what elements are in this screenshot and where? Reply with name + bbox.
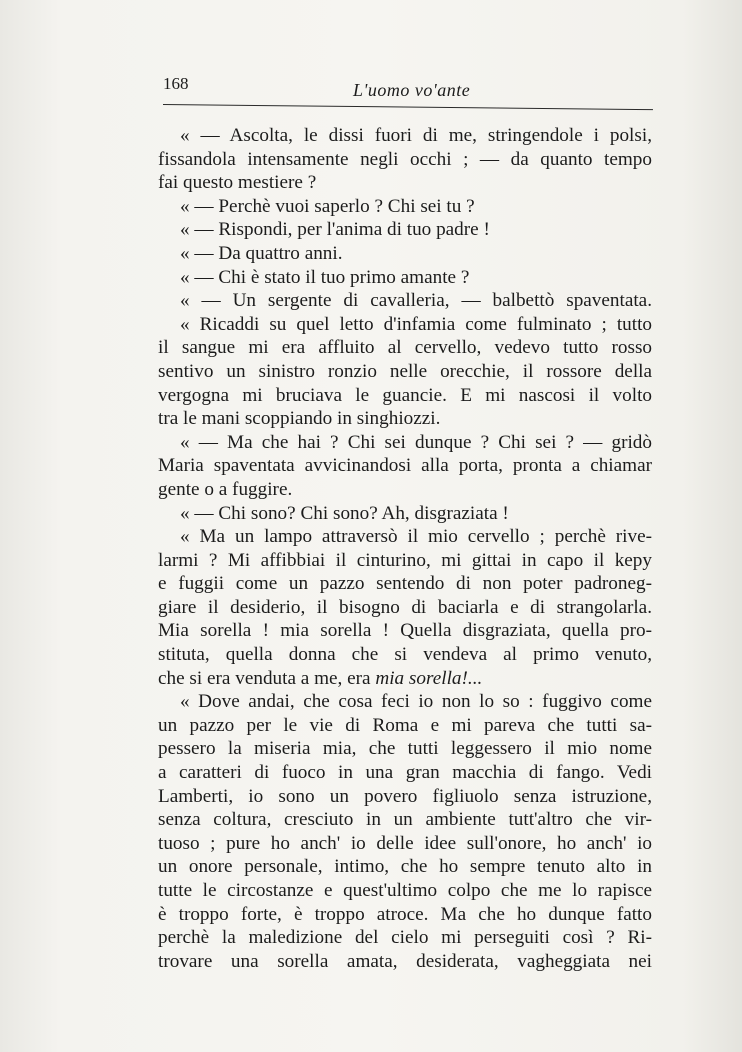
text-line-with-italic xyxy=(158,667,652,691)
header-rule xyxy=(163,104,653,110)
text-line: trovare una sorella amata, desiderata, vagheggiata nei xyxy=(158,950,652,972)
text-line: « — Chi è stato il tuo primo amante ? xyxy=(180,266,470,288)
text-line: il sangue mi era affluito al cervello, vedevo tutto rosso xyxy=(158,337,652,359)
text-line: « — Perchè vuoi saperlo ? Chi sei tu ? xyxy=(180,195,475,217)
italic-phrase: mia sorella!... xyxy=(375,667,483,689)
text-line: stituta, quella donna che si vendeva al primo venuto, xyxy=(158,644,652,666)
text-line: e fuggii come un pazzo sentendo di non poter padroneg- xyxy=(158,573,652,595)
text-line: sentivo un sinistro ronzio nelle orecchie, il rossore della xyxy=(158,360,652,382)
text-line: Lamberti, io sono un povero figliuolo senza istruzione, xyxy=(158,785,652,807)
text-line: un onore personale, intimo, che ho sempre tenuto alto in xyxy=(158,856,652,878)
text-line: « Ma un lampo attraversò il mio cervello ; perchè rive- xyxy=(180,526,652,548)
running-title: L'uomo vo'ante xyxy=(353,80,471,100)
text-line: « — Rispondi, per l'anima di tuo padre ! xyxy=(180,219,490,241)
text-line: « — Chi sono? Chi sono? Ah, disgraziata ! xyxy=(180,502,509,524)
body-text xyxy=(158,124,652,973)
page-header xyxy=(163,74,653,102)
text-line: Mia sorella ! mia sorella ! Quella disgraziata, quella pro- xyxy=(158,620,652,642)
text-line: un pazzo per le vie di Roma e mi pareva che tutti sa- xyxy=(158,714,652,736)
text-line: « Ricaddi su quel letto d'infamia come fulminato ; tutto xyxy=(180,313,652,335)
text-line: « Dove andai, che cosa feci io non lo so : fuggivo come xyxy=(180,691,652,713)
text-line: fissandola intensamente negli occhi ; — da quanto tempo xyxy=(158,148,652,170)
text-line: vergogna mi bruciava le guancie. E mi nascosi il volto xyxy=(158,384,652,406)
text-line: tutte le circostanze e quest'ultimo colpo che me lo rapisce xyxy=(158,880,652,901)
text-line: è troppo forte, è troppo atroce. Ma che ho dunque fatto xyxy=(158,903,652,925)
page-number: 168 xyxy=(163,74,189,93)
text-line: giare il desiderio, il bisogno di baciarla e di strangolarla. xyxy=(158,596,652,618)
text-line: perchè la maledizione del cielo mi perseguiti così ? Ri- xyxy=(158,927,652,949)
text-line: « — Da quattro anni. xyxy=(180,242,343,264)
text-line: « — Ascolta, le dissi fuori di me, stringendole i polsi, xyxy=(180,125,652,146)
text-line: « — Un sergente di cavalleria, — balbettò spaventata. xyxy=(180,290,652,312)
text-line: tuoso ; pure ho anch' io delle idee sull'onore, ho anch' io xyxy=(158,832,652,854)
text-line: fai questo mestiere ? xyxy=(158,172,317,194)
text-line: a caratteri di fuoco in una gran macchia di fango. Vedi xyxy=(158,762,652,784)
text-line: tra le mani scoppiando in singhiozzi. xyxy=(158,408,441,430)
text-line: « — Ma che hai ? Chi sei dunque ? Chi sei ? — gridò xyxy=(180,431,652,453)
text-line-start: che si era venduta a me, era xyxy=(158,667,371,689)
text-line: larmi ? Mi affibbiai il cinturino, mi gittai in capo il kepy xyxy=(158,549,652,571)
text-line: senza coltura, cresciuto in un ambiente tutt'altro che vir- xyxy=(158,809,652,831)
text-line: gente o a fuggire. xyxy=(158,478,293,500)
text-line: pessero la miseria mia, che tutti leggessero il mio nome xyxy=(158,738,652,760)
text-line: Maria spaventata avvicinandosi alla porta, pronta a chiamar xyxy=(158,455,652,477)
